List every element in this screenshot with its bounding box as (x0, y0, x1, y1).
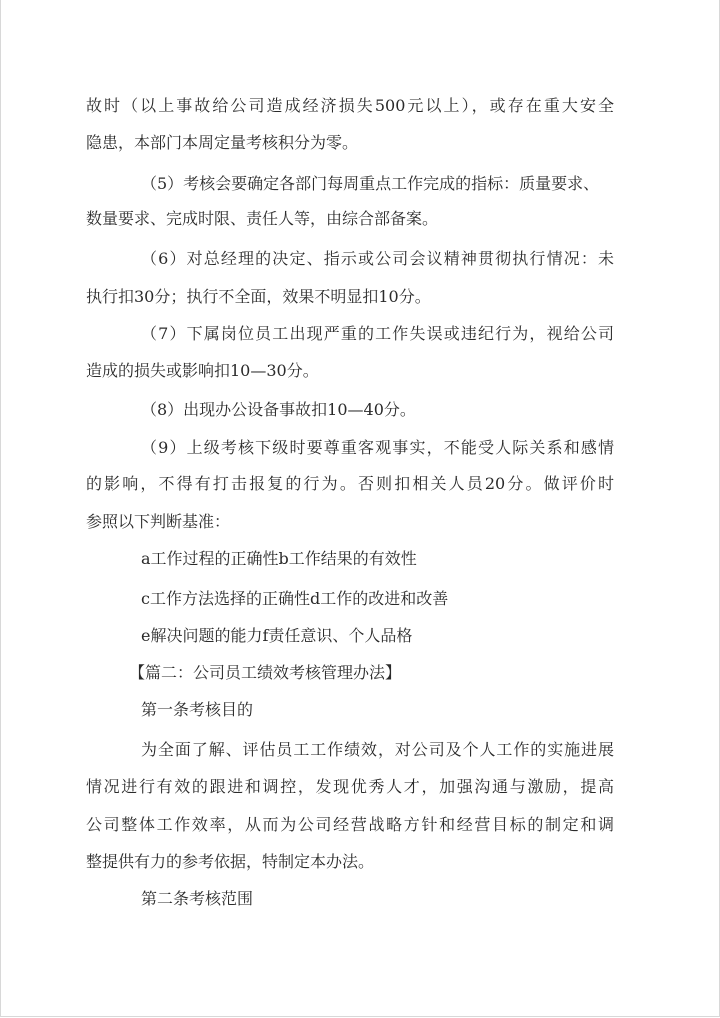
text-line: （7）下属岗位员工出现严重的工作失误或违纪行为，视给公司 (141, 324, 614, 343)
section-heading: 【篇二：公司员工绩效考核管理办法】 (129, 663, 402, 682)
text-line: 隐患，本部门本周定量考核积分为零。 (86, 133, 359, 152)
text-line: 故时（以上事故给公司造成经济损失500元以上），或存在重大安全 (86, 96, 614, 115)
text-line: 情况进行有效的跟进和调控，发现优秀人才，加强沟通与激励，提高 (86, 777, 614, 796)
text-line: （8）出现办公设备事故扣10—40分。 (141, 400, 416, 419)
text-line: 整提供有力的参考依据，特制定本办法。 (86, 852, 375, 871)
criteria-line: c工作方法选择的正确性d工作的改进和改善 (141, 589, 449, 608)
article-heading: 第二条考核范围 (141, 889, 254, 908)
article-heading: 第一条考核目的 (141, 700, 254, 719)
text-line: （6）对总经理的决定、指示或公司会议精神贯彻执行情况：未 (141, 249, 614, 268)
text-line: （5）考核会要确定各部门每周重点工作完成的指标：质量要求、 (141, 174, 600, 193)
text-line: 执行扣30分；执行不全面，效果不明显扣10分。 (86, 287, 431, 306)
text-line: 为全面了解、评估员工工作绩效，对公司及个人工作的实施进展 (141, 740, 614, 759)
text-line: 造成的损失或影响扣10—30分。 (86, 361, 319, 380)
text-line: （9）上级考核下级时要尊重客观事实，不能受人际关系和感情 (141, 438, 614, 457)
text-line: 公司整体工作效率，从而为公司经营战略方针和经营目标的制定和调 (86, 815, 614, 834)
criteria-line: a工作过程的正确性b工作结果的有效性 (141, 549, 417, 568)
criteria-line: e解决问题的能力f责任意识、个人品格 (141, 626, 413, 645)
text-line: 的影响，不得有打击报复的行为。否则扣相关人员20分。做评价时 (86, 474, 614, 493)
text-line: 参照以下判断基准： (86, 512, 231, 531)
text-line: 数量要求、完成时限、责任人等，由综合部备案。 (86, 209, 439, 228)
